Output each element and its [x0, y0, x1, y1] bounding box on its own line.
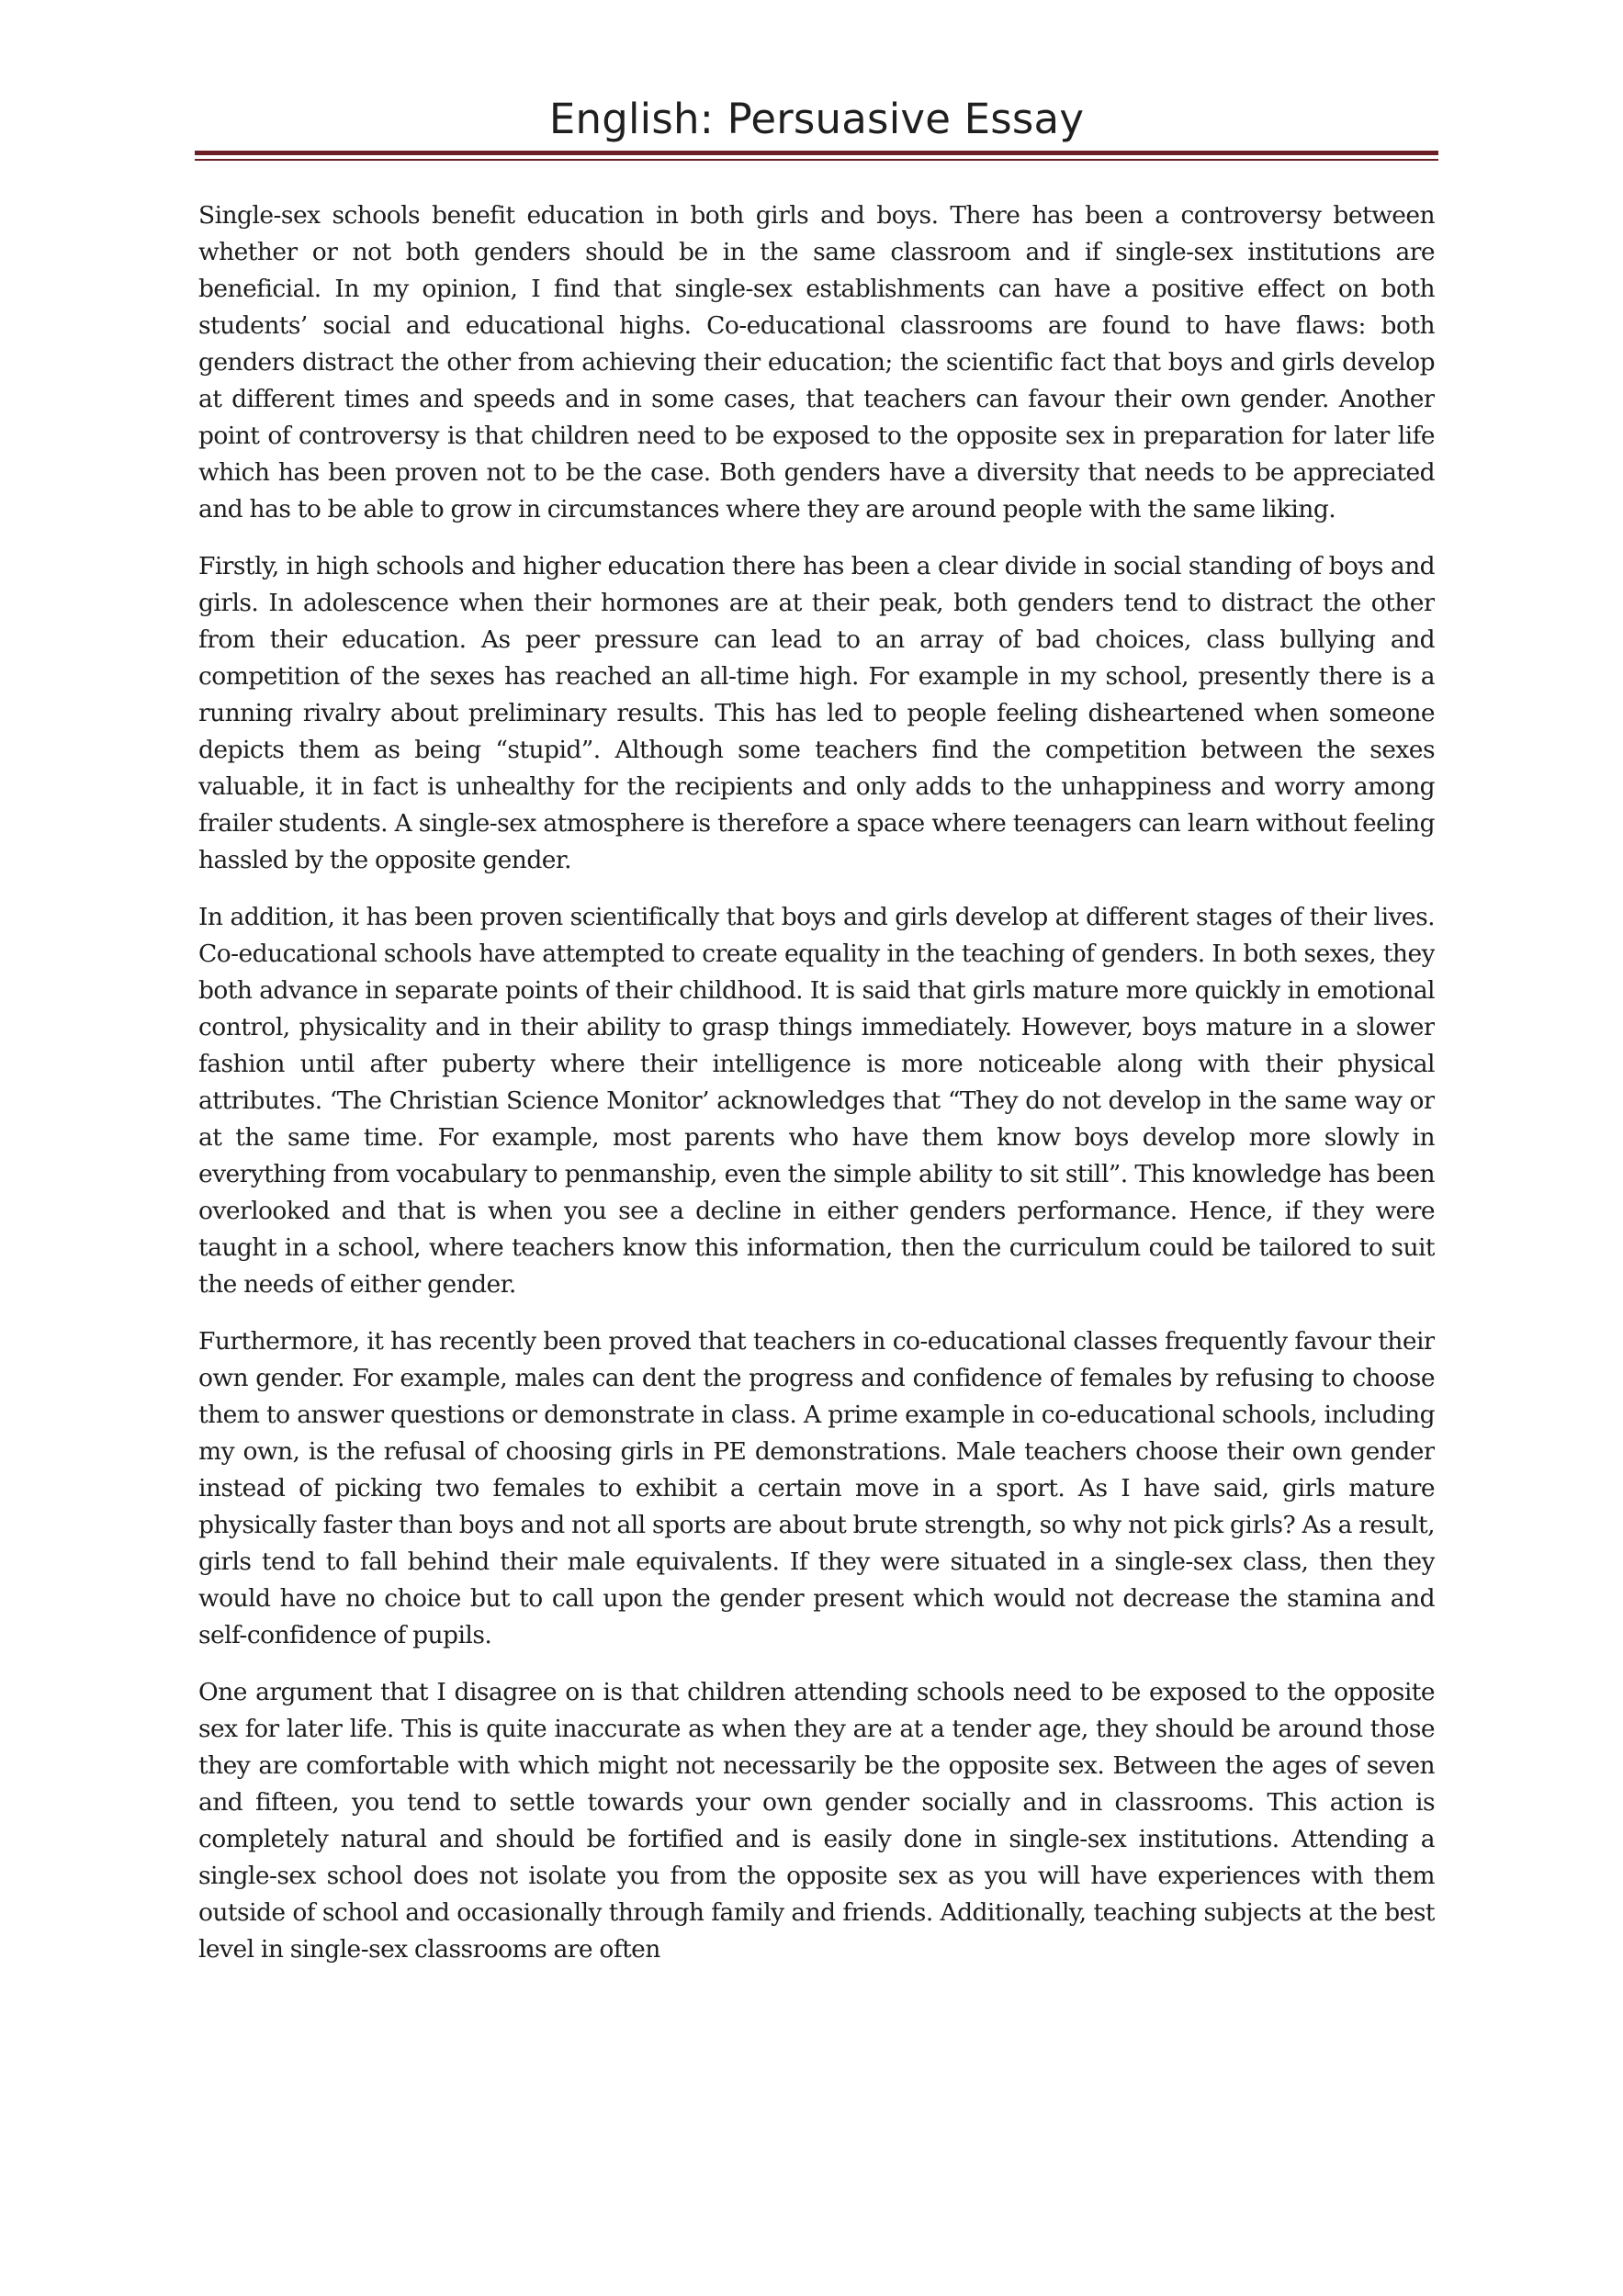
essay-body [198, 197, 1435, 2181]
header-rule-thick [195, 151, 1438, 155]
page-header [195, 90, 1438, 163]
document-title: English: Persuasive Essay [548, 95, 1085, 143]
paragraph-teacher-bias: Furthermore, it has recently been proved that teachers in co-educational classes frequently favour their own gender. For example, males can dent the progress and confidence of females by refusing to choose them to answer questions or demonstrate in class. A prime example in co-educational schools, including my own, is the refusal of choosing girls in PE demonstrations. Male teachers choose their own gender instead of picking two females to exhibit a certain move in a sport. As I have said, girls mature physically faster than boys and not all sports are about brute strength, so why not pick girls? As a result, girls tend to fall behind their male equivalents. If they were situated in a single-sex class, then they would have no choice but to call upon the gender present which would not decrease the stamina and self-confidence of pupils. [198, 1327, 1435, 1649]
paragraph-distraction: Firstly, in high schools and higher education there has been a clear divide in social standing of boys and girls. In adolescence when their hormones are at their peak, both genders tend to distract the other from their education. As peer pressure can lead to an array of bad choices, class bullying and competition of the sexes has reached an all-time high. For example in my school, presently there is a running rivalry about preliminary results. This has led to people feeling disheartened when someone depicts them as being “stupid”. Although some teachers find the competition between the sexes valuable, it in fact is unhealthy for the recipients and only adds to the unhappiness and worry among frailer students. A single-sex atmosphere is therefore a space where teenagers can learn without feeling hassled by the opposite gender. [198, 552, 1435, 874]
paragraph-counterargument: One argument that I disagree on is that children attending schools need to be exposed to the opposite sex for later life. This is quite inaccurate as when they are at a tender age, they should be around those they are comfortable with which might not necessarily be the opposite sex. Between the ages of seven and fifteen, you tend to settle towards your own gender socially and in classrooms. This action is completely natural and should be fortified and is easily done in single-sex institutions. Attending a single-sex school does not isolate you from the opposite sex as you will have experiences with them outside of school and occasionally through family and friends. Additionally, teaching subjects at the best level in single-sex classrooms are often [198, 1678, 1435, 1964]
paragraph-development: In addition, it has been proven scientifically that boys and girls develop at different stages of their lives. Co-educational schools have attempted to create equality in the teaching of genders. In both sexes, they both advance in separate points of their childhood. It is said that girls mature more quickly in emotional control, physicality and in their ability to grasp things immediately. However, boys mature in a slower fashion until after puberty where their intelligence is more noticeable along with their physical attributes. ‘The Christian Science Monitor’ acknowledges that “They do not develop in the same way or at the same time. For example, most parents who have them know boys develop more slowly in everything from vocabulary to penmanship, even the simple ability to sit still”. This knowledge has been overlooked and that is when you see a decline in either genders performance. Hence, if they were taught in a school, where teachers know this information, then the curriculum could be tailored to suit the needs of either gender. [198, 903, 1435, 1299]
header-rule-thin [195, 159, 1438, 161]
paragraph-introduction: Single-sex schools benefit education in both girls and boys. There has been a controversy between whether or not both genders should be in the same classroom and if single-sex institutions are beneficial. In my opinion, I find that single-sex establishments can have a positive effect on both students’ social and educational highs. Co-educational classrooms are found to have flaws: both genders distract the other from achieving their education; the scientific fact that boys and girls develop at different times and speeds and in some cases, that teachers can favour their own gender. Another point of controversy is that children need to be exposed to the opposite sex in preparation for later life which has been proven not to be the case. Both genders have a diversity that needs to be appreciated and has to be able to grow in circumstances where they are around people with the same liking. [198, 201, 1435, 523]
